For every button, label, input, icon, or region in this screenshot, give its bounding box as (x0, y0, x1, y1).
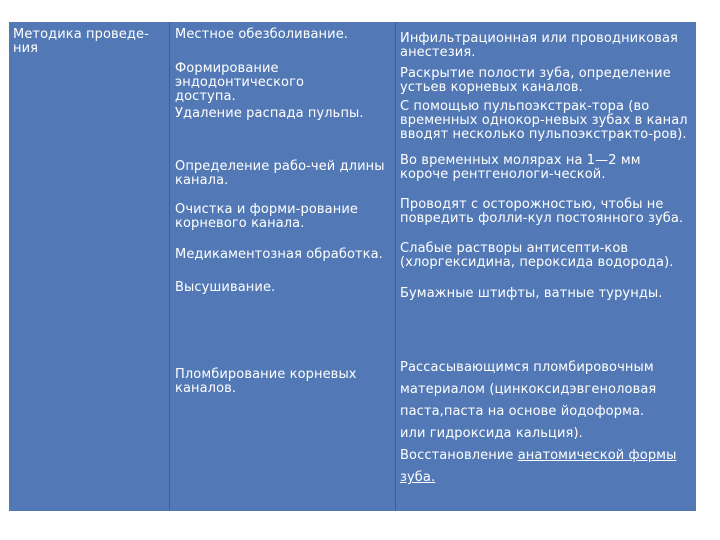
desc-cell: Инфильтрационная или проводниковая анестезия. (400, 31, 678, 60)
desc-cell: Во временных молярах на 1—2 мм короче рентгенологи-ческой. (400, 153, 641, 182)
step-cell: Пломбирование корневых каналов. (175, 367, 357, 396)
desc-line: Рассасывающимся пломбировочным (400, 360, 654, 375)
step-cell: Высушивание. (175, 280, 276, 295)
desc-cell: Слабые растворы антисепти-ков (хлоргексидина, пероксида водорода). (400, 241, 674, 270)
step-cell: Местное обезболивание. (175, 27, 349, 42)
desc-line: материалом (цинкоксидэвгеноловая (400, 382, 657, 397)
restore-prefix: Восстановление (400, 448, 518, 463)
tooth-link[interactable]: зуба. (400, 470, 436, 485)
step-cell: Формирование эндодонтического доступа. (175, 61, 305, 104)
desc-line (400, 445, 694, 467)
step-cell: Медикаментозная обработка. (175, 247, 383, 262)
desc-line: или гидроксида кальция). (400, 426, 583, 441)
header-cell: Методика проведе-ния (13, 27, 149, 56)
desc-line: паста,паста на основе йодоформа. (400, 404, 645, 419)
desc-cell: Бумажные штифты, ватные турунды. (400, 286, 663, 301)
step-cell: Удаление распада пульпы. (175, 106, 364, 121)
desc-cell: Раскрытие полости зуба, определение устьев корневых каналов. (400, 66, 671, 95)
anatomic-form-link[interactable]: анатомической формы (517, 448, 677, 463)
step-cell: Очистка и форми-рование корневого канала. (175, 202, 358, 231)
desc-line (400, 467, 694, 489)
column-divider (395, 22, 396, 511)
column-divider (169, 22, 170, 511)
desc-cell: С помощью пульпоэкстрак-тора (во временных однокор-невых зубах в канал вводят несколько пульпоэкстракто-ров). (400, 99, 688, 142)
desc-cell (400, 357, 694, 489)
desc-cell: Проводят с осторожностью, чтобы не повредить фолли-кул постоянного зуба. (400, 197, 684, 226)
step-cell: Определение рабо-чей длины канала. (175, 159, 385, 188)
